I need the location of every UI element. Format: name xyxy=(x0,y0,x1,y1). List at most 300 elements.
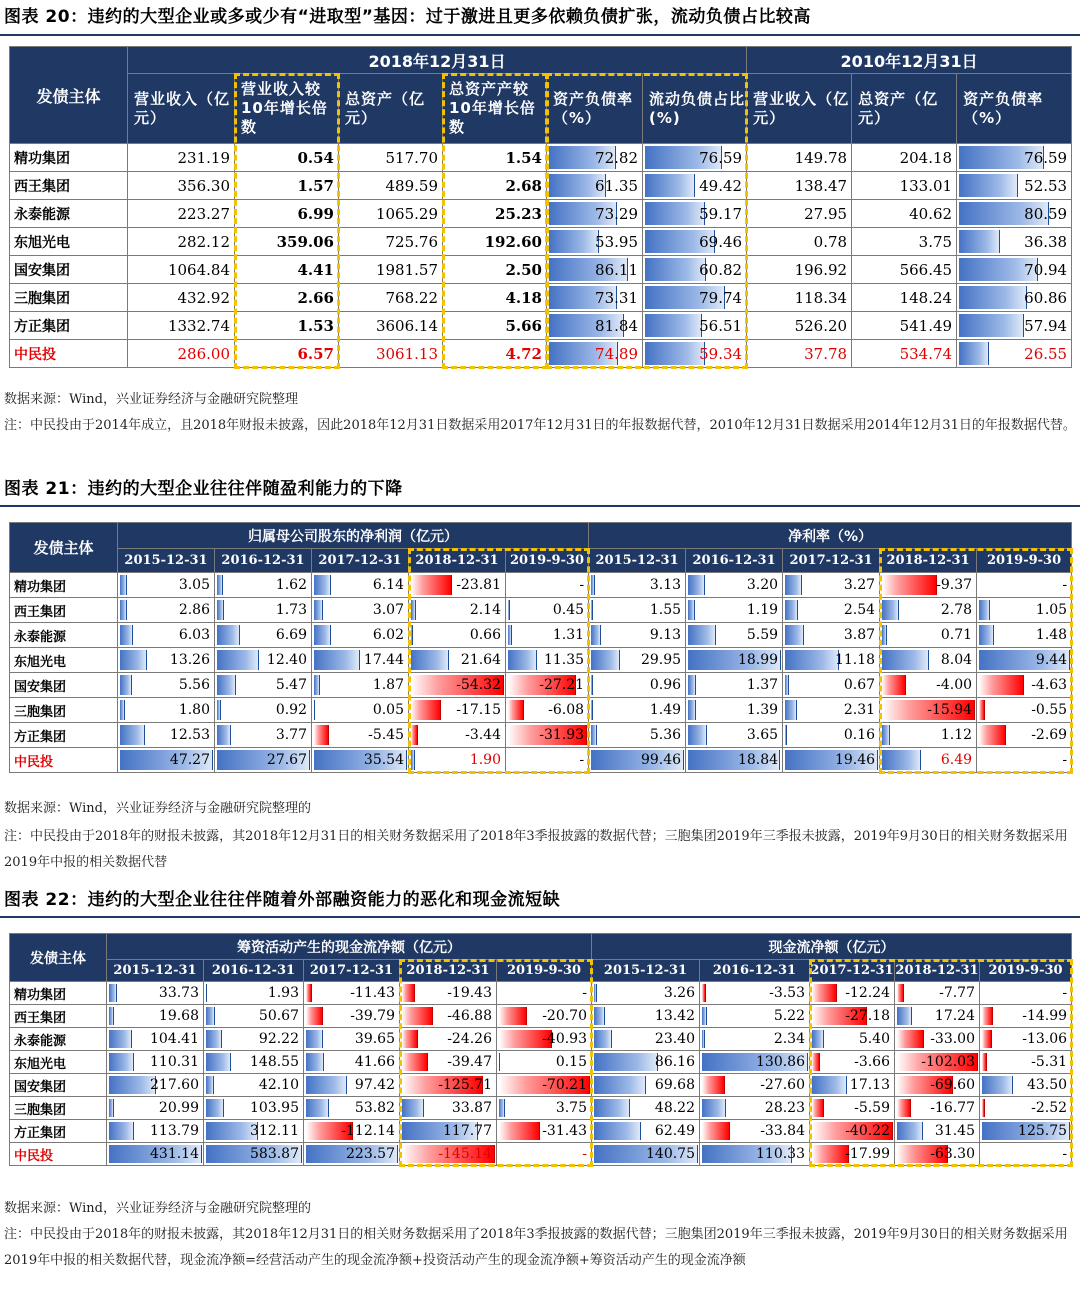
positive-bar xyxy=(499,1053,500,1071)
positive-bar xyxy=(785,575,801,595)
positive-bar xyxy=(882,625,887,645)
cell-value: 61.35 xyxy=(595,176,638,195)
cell-value: 53.95 xyxy=(595,232,638,251)
cell-value: 33.73 xyxy=(158,985,199,1001)
table-cell xyxy=(592,1143,700,1166)
positive-bar xyxy=(217,625,240,645)
date-header: 2018-12-31 xyxy=(400,960,497,982)
cell-value: 31.45 xyxy=(934,1123,975,1139)
table-cell xyxy=(339,256,443,284)
group-header-net-profit: 归属母公司股东的净利润（亿元） xyxy=(118,523,589,549)
cell-value: -54.32 xyxy=(456,677,501,693)
positive-bar xyxy=(594,1030,612,1048)
cell-value: -9.37 xyxy=(936,577,973,593)
table-cell xyxy=(592,982,700,1005)
negative-bar xyxy=(411,725,418,745)
negative-bar xyxy=(402,1030,418,1048)
table-cell xyxy=(783,623,880,648)
table-cell xyxy=(895,1097,980,1120)
table-cell xyxy=(700,1051,810,1074)
cell-value: 0.71 xyxy=(940,627,973,643)
row-label: 永泰能源 xyxy=(10,623,118,648)
table-cell xyxy=(895,1051,980,1074)
cell-value: -3.44 xyxy=(465,727,501,743)
table-cell xyxy=(409,748,506,773)
date-header: 2017-12-31 xyxy=(783,549,880,573)
table-row xyxy=(10,1074,1072,1097)
cell-value: 0.05 xyxy=(372,702,404,718)
cell-value: 76.59 xyxy=(1024,148,1068,167)
cell-value: 1.48 xyxy=(1035,627,1068,643)
positive-bar xyxy=(702,1007,707,1025)
table-cell xyxy=(497,982,592,1005)
cell-value: -3.66 xyxy=(854,1054,890,1070)
table-cell xyxy=(400,1074,497,1097)
data-bar xyxy=(645,342,705,365)
cell-value: 104.41 xyxy=(150,1031,199,1047)
table-cell xyxy=(506,748,589,773)
cell-value: 73.29 xyxy=(595,204,638,223)
table-cell xyxy=(980,1074,1072,1097)
cell-value: -125.71 xyxy=(438,1077,492,1093)
table-row xyxy=(10,748,1072,773)
cell-value: 62.49 xyxy=(654,1123,695,1139)
table-row xyxy=(10,573,1072,598)
cell-value: 0.15 xyxy=(555,1054,587,1070)
table-cell xyxy=(118,673,215,698)
cell-value: 118.34 xyxy=(794,288,848,307)
table-cell xyxy=(957,200,1072,228)
positive-bar xyxy=(217,650,259,670)
table-cell xyxy=(700,1097,810,1120)
cell-value: 130.86 xyxy=(756,1054,805,1070)
date-header: 2018-12-31 xyxy=(895,960,980,982)
positive-bar xyxy=(982,1076,1013,1094)
cell-value: 72.82 xyxy=(595,148,638,167)
positive-bar xyxy=(402,1099,424,1117)
cell-value: 2.68 xyxy=(505,176,542,195)
positive-bar xyxy=(109,1122,134,1140)
cell-value: 1332.74 xyxy=(167,316,230,335)
table-cell xyxy=(235,228,339,256)
cell-value: 583.87 xyxy=(250,1146,299,1162)
table-cell xyxy=(128,256,235,284)
cell-value: 117.77 xyxy=(443,1123,492,1139)
cell-value: -4.00 xyxy=(936,677,973,693)
table22-note: 注：中民投由于2018年的财报未披露，其2018年12月31日的相关财务数据采用了2018年3季报披露的数据代替；三胞集团2019年三季报未披露，2019年9月30日的相关财务数据采用2019年中报的相关数据代替，现金流净额=经营活动产生的现金流净额+投资活动产生的现金流净额+筹资活动产生的现金流净额 xyxy=(4,1227,1068,1268)
table-cell xyxy=(895,1074,980,1097)
table-cell xyxy=(592,1005,700,1028)
table-row xyxy=(10,1120,1072,1143)
positive-bar xyxy=(120,725,145,745)
positive-bar xyxy=(306,1053,324,1071)
table-row xyxy=(10,982,1072,1005)
positive-bar xyxy=(109,1099,114,1117)
table-row xyxy=(10,312,1072,340)
cell-value: 3.26 xyxy=(663,985,695,1001)
cell-value: 149.78 xyxy=(794,148,848,167)
positive-bar xyxy=(702,1030,705,1048)
cell-value: 1.05 xyxy=(1035,602,1068,618)
cell-value: 27.67 xyxy=(266,752,307,768)
cell-value: 17.44 xyxy=(363,652,404,668)
cell-value: -13.06 xyxy=(1022,1031,1068,1047)
cell-value: - xyxy=(582,985,587,1001)
table-cell xyxy=(128,340,235,368)
cell-value: 1.55 xyxy=(649,602,682,618)
table-row xyxy=(10,598,1072,623)
table-cell xyxy=(700,1005,810,1028)
table-cell xyxy=(643,312,747,340)
positive-bar xyxy=(306,1030,323,1048)
cell-value: -31.93 xyxy=(539,727,585,743)
table-cell xyxy=(400,1097,497,1120)
group-header-2010: 2010年12月31日 xyxy=(747,47,1072,74)
cell-value: 3.27 xyxy=(843,577,876,593)
date-header: 2019-9-30 xyxy=(977,549,1072,573)
table-cell xyxy=(443,228,547,256)
row-label: 三胞集团 xyxy=(10,284,128,312)
positive-bar xyxy=(979,600,990,620)
column-header: 总资产产较10年增长倍数 xyxy=(443,74,547,144)
date-header: 2015-12-31 xyxy=(589,549,686,573)
positive-bar xyxy=(206,1030,222,1048)
cell-value: -6.08 xyxy=(548,702,585,718)
table-cell xyxy=(506,698,589,723)
cell-value: 28.23 xyxy=(764,1100,805,1116)
table-cell xyxy=(304,1097,400,1120)
table-cell xyxy=(409,623,506,648)
positive-bar xyxy=(306,1076,347,1094)
data-bar xyxy=(959,230,1000,253)
table-cell xyxy=(686,723,783,748)
positive-bar xyxy=(882,725,889,745)
cell-value: -7.77 xyxy=(939,985,975,1001)
cell-value: 3606.14 xyxy=(375,316,438,335)
cell-value: - xyxy=(1062,577,1068,593)
cell-value: - xyxy=(1062,985,1068,1001)
table-row xyxy=(10,284,1072,312)
table-cell xyxy=(980,1143,1072,1166)
table-cell xyxy=(589,748,686,773)
negative-bar xyxy=(982,1053,987,1071)
cell-value: 20.99 xyxy=(158,1100,199,1116)
table-cell xyxy=(980,1051,1072,1074)
cell-value: 49.42 xyxy=(699,176,743,195)
cell-value: 4.18 xyxy=(505,288,542,307)
cell-value: 35.54 xyxy=(363,752,404,768)
cell-value: 81.84 xyxy=(595,316,638,335)
table-cell xyxy=(118,648,215,673)
cell-value: -40.93 xyxy=(542,1031,587,1047)
row-label: 三胞集团 xyxy=(10,698,118,723)
table-cell xyxy=(783,598,880,623)
cell-value: 1.90 xyxy=(469,752,501,768)
negative-bar xyxy=(982,1007,993,1025)
cell-value: 133.01 xyxy=(899,176,953,195)
positive-bar xyxy=(594,984,597,1002)
table-cell xyxy=(592,1051,700,1074)
table-cell xyxy=(339,312,443,340)
cell-value: 566.45 xyxy=(899,260,953,279)
table-row xyxy=(10,698,1072,723)
negative-bar xyxy=(812,1145,849,1163)
cell-value: 5.56 xyxy=(178,677,210,693)
table-cell xyxy=(700,1074,810,1097)
cell-value: 19.46 xyxy=(834,752,876,768)
cell-value: -17.99 xyxy=(845,1146,890,1162)
negative-bar xyxy=(812,1099,824,1117)
table-cell xyxy=(339,144,443,172)
column-header: 营业收入（亿元） xyxy=(747,74,852,144)
table-row xyxy=(10,1005,1072,1028)
positive-bar xyxy=(785,650,839,670)
cell-value: 5.36 xyxy=(649,727,682,743)
negative-bar xyxy=(499,1007,527,1025)
table-cell xyxy=(643,228,747,256)
cell-value: -4.63 xyxy=(1031,677,1068,693)
date-header: 2019-9-30 xyxy=(506,549,589,573)
table-cell xyxy=(810,1028,895,1051)
positive-bar xyxy=(594,1099,630,1117)
cell-value: -63.30 xyxy=(930,1146,975,1162)
positive-bar xyxy=(217,725,231,745)
positive-bar xyxy=(594,1007,605,1025)
cell-value: -70.21 xyxy=(542,1077,587,1093)
cell-value: 1.57 xyxy=(297,176,334,195)
positive-bar xyxy=(120,575,127,595)
table-cell xyxy=(643,172,747,200)
cell-value: 52.53 xyxy=(1024,176,1068,195)
table-cell xyxy=(312,598,409,623)
cell-value: 97.42 xyxy=(354,1077,395,1093)
cell-value: 59.17 xyxy=(699,204,743,223)
cell-value: -14.99 xyxy=(1022,1008,1068,1024)
cell-value: - xyxy=(582,1146,587,1162)
positive-bar xyxy=(688,575,705,595)
table-cell xyxy=(497,1005,592,1028)
negative-bar xyxy=(411,700,441,720)
negative-bar xyxy=(982,1030,992,1048)
cell-value: 3.77 xyxy=(275,727,307,743)
positive-bar xyxy=(217,700,221,720)
table-row xyxy=(10,648,1072,673)
table-cell xyxy=(547,200,643,228)
group-header-financing-cf: 筹资活动产生的现金流净额（亿元） xyxy=(107,934,592,960)
table-row xyxy=(10,673,1072,698)
cell-value: 359.06 xyxy=(276,232,334,251)
table-cell xyxy=(852,172,957,200)
table-cell xyxy=(235,340,339,368)
table-cell xyxy=(880,748,977,773)
table-cell xyxy=(235,200,339,228)
table-cell xyxy=(215,723,312,748)
table22-title: 图表 22：违约的大型企业往往伴随着外部融资能力的恶化和现金流短缺 xyxy=(4,890,561,910)
cell-value: 11.35 xyxy=(543,652,585,668)
cell-value: 26.55 xyxy=(1024,344,1068,363)
table-cell xyxy=(783,648,880,673)
cell-value: 9.44 xyxy=(1035,652,1068,668)
column-header: 营业收入较10年增长倍数 xyxy=(235,74,339,144)
cell-value: 231.19 xyxy=(177,148,230,167)
row-label: 方正集团 xyxy=(10,723,118,748)
data-bar xyxy=(645,314,702,337)
cell-value: 39.65 xyxy=(354,1031,395,1047)
cell-value: 19.68 xyxy=(158,1008,199,1024)
cell-value: 286.00 xyxy=(177,344,230,363)
positive-bar xyxy=(217,675,236,695)
positive-bar xyxy=(120,675,132,695)
cell-value: 196.92 xyxy=(794,260,848,279)
table-cell xyxy=(589,573,686,598)
table-cell xyxy=(118,598,215,623)
table-cell xyxy=(107,1097,204,1120)
negative-bar xyxy=(979,700,985,720)
table-cell xyxy=(215,598,312,623)
cell-value: -46.88 xyxy=(447,1008,492,1024)
table-cell xyxy=(895,1028,980,1051)
cell-value: 60.86 xyxy=(1024,288,1068,307)
table-cell xyxy=(957,144,1072,172)
table-cell xyxy=(589,598,686,623)
positive-bar xyxy=(688,600,695,620)
negative-bar xyxy=(897,1030,924,1048)
table-cell xyxy=(304,1143,400,1166)
cell-value: 5.59 xyxy=(746,627,779,643)
positive-bar xyxy=(812,1076,847,1094)
table-cell xyxy=(497,1097,592,1120)
table-cell xyxy=(497,1051,592,1074)
table-cell xyxy=(128,228,235,256)
table-cell xyxy=(506,623,589,648)
cell-value: 489.59 xyxy=(385,176,438,195)
table-cell xyxy=(747,172,852,200)
table-cell xyxy=(409,698,506,723)
cell-value: 41.66 xyxy=(354,1054,395,1070)
cell-value: 70.94 xyxy=(1024,260,1068,279)
table-cell xyxy=(852,340,957,368)
table-cell xyxy=(643,200,747,228)
table-cell xyxy=(852,284,957,312)
table-cell xyxy=(128,172,235,200)
cell-value: 3.05 xyxy=(178,577,210,593)
positive-bar xyxy=(785,600,798,620)
table-row xyxy=(10,623,1072,648)
cell-value: 725.76 xyxy=(385,232,438,251)
table-cell xyxy=(880,673,977,698)
negative-bar xyxy=(702,1122,730,1140)
table-cell xyxy=(107,1051,204,1074)
table-cell xyxy=(895,1120,980,1143)
positive-bar xyxy=(882,650,929,670)
positive-bar xyxy=(109,1030,132,1048)
table-cell xyxy=(977,698,1072,723)
cell-value: 1981.57 xyxy=(375,260,438,279)
data-bar xyxy=(959,174,1018,197)
table-row xyxy=(10,340,1072,368)
negative-bar xyxy=(702,984,706,1002)
cell-value: -23.81 xyxy=(456,577,501,593)
table-cell xyxy=(980,1028,1072,1051)
cell-value: 29.95 xyxy=(640,652,682,668)
cell-value: 0.78 xyxy=(813,232,848,251)
positive-bar xyxy=(702,1099,726,1117)
table-cell xyxy=(810,1143,895,1166)
cell-value: -112.14 xyxy=(341,1123,395,1139)
cell-value: 2.34 xyxy=(773,1031,805,1047)
table-cell xyxy=(118,573,215,598)
cell-value: - xyxy=(1062,1146,1068,1162)
table-cell xyxy=(977,573,1072,598)
table-cell xyxy=(204,1120,304,1143)
cell-value: 0.67 xyxy=(843,677,876,693)
cell-value: -27.21 xyxy=(539,677,585,693)
table-cell xyxy=(643,256,747,284)
table-cell xyxy=(107,1120,204,1143)
table-row xyxy=(10,723,1072,748)
table-cell xyxy=(312,648,409,673)
positive-bar xyxy=(314,675,320,695)
cell-value: 53.82 xyxy=(354,1100,395,1116)
table-20 xyxy=(9,46,1072,368)
data-bar xyxy=(645,258,706,281)
cell-value: 12.40 xyxy=(266,652,307,668)
cell-value: 13.42 xyxy=(654,1008,695,1024)
row-label: 中民投 xyxy=(10,340,128,368)
table20-title: 图表 20：违约的大型企业或多或少有“进取型”基因：过于激进且更多依赖负债扩张，流动负债占比较高 xyxy=(4,7,811,27)
table-cell xyxy=(880,623,977,648)
cell-value: 2.14 xyxy=(469,602,501,618)
table-cell xyxy=(443,312,547,340)
cell-value: 3.75 xyxy=(918,232,953,251)
cell-value: 0.92 xyxy=(275,702,307,718)
table-cell xyxy=(747,228,852,256)
table-cell xyxy=(128,144,235,172)
date-header: 2017-12-31 xyxy=(312,549,409,573)
table-cell xyxy=(506,673,589,698)
positive-bar xyxy=(314,700,315,720)
cell-value: -0.55 xyxy=(1031,702,1068,718)
table-cell xyxy=(215,648,312,673)
positive-bar xyxy=(314,600,323,620)
cell-value: 148.55 xyxy=(250,1054,299,1070)
table-cell xyxy=(810,1005,895,1028)
table-cell xyxy=(977,598,1072,623)
cell-value: 1.53 xyxy=(297,316,334,335)
cell-value: 3.20 xyxy=(746,577,779,593)
data-bar xyxy=(959,342,989,365)
cell-value: 42.10 xyxy=(258,1077,299,1093)
negative-bar xyxy=(306,1007,323,1025)
cell-value: 86.16 xyxy=(654,1054,695,1070)
cell-value: 6.02 xyxy=(372,627,404,643)
cell-value: -39.79 xyxy=(350,1008,395,1024)
table-cell xyxy=(880,598,977,623)
table-cell xyxy=(957,284,1072,312)
cell-value: 17.24 xyxy=(934,1008,975,1024)
positive-bar xyxy=(508,600,510,620)
table-cell xyxy=(783,723,880,748)
data-bar xyxy=(959,314,1024,337)
cell-value: -27.60 xyxy=(760,1077,805,1093)
table-cell xyxy=(118,723,215,748)
table21-source: 数据来源：Wind，兴业证券经济与金融研究院整理的 xyxy=(4,801,311,816)
positive-bar xyxy=(688,725,707,745)
negative-bar xyxy=(882,675,906,695)
table-cell xyxy=(880,698,977,723)
cell-value: -5.45 xyxy=(368,727,404,743)
cell-value: 3.13 xyxy=(649,577,682,593)
